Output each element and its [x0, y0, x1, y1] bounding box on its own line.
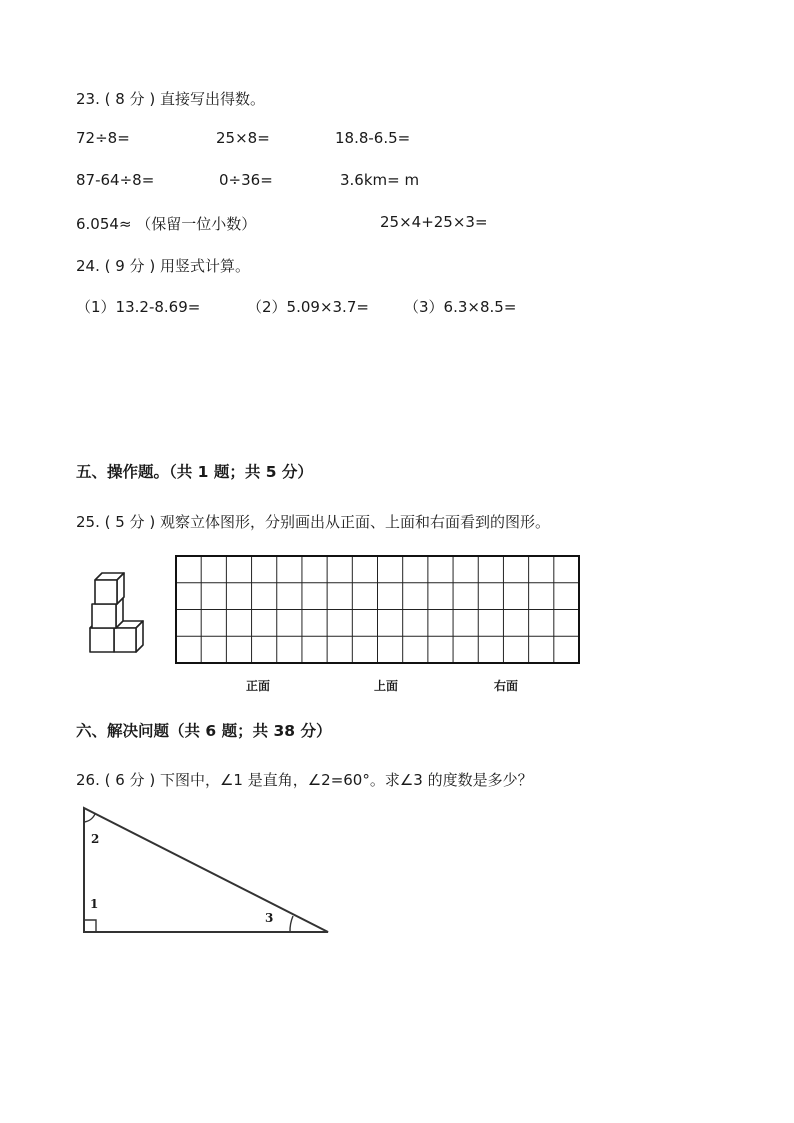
angle-2-label: 2: [91, 832, 100, 846]
drawing-grid: [174, 554, 582, 666]
q23-expr-5: 0÷36=: [219, 171, 273, 189]
q24-title: 24. ( 9 分 ) 用竖式计算。: [76, 257, 250, 275]
label-top-view: 上面: [374, 679, 399, 693]
q23-expr-1: 72÷8=: [76, 129, 130, 147]
q23-expr-6: 3.6km= m: [340, 171, 420, 189]
q23-expr-8: 25×4+25×3=: [380, 213, 488, 231]
angle-1-label: 1: [90, 897, 99, 911]
cube-stack-figure: [84, 572, 156, 658]
section-5-heading: 五、操作题。（共 1 题；共 5 分）: [76, 463, 313, 481]
label-front-view: 正面: [246, 679, 271, 693]
q24-item-2: （2）5.09×3.7=: [247, 298, 369, 316]
triangle-figure: [78, 804, 334, 938]
q24-item-1: （1）13.2-8.69=: [76, 298, 201, 316]
q23-expr-7: 6.054≈ （保留一位小数）: [76, 215, 257, 233]
q23-expr-4: 87-64÷8=: [76, 171, 155, 189]
angle-3-label: 3: [265, 911, 274, 925]
label-right-view: 右面: [494, 679, 519, 693]
q26-title: 26. ( 6 分 ) 下图中，∠1 是直角，∠2=60°。求∠3 的度数是多少？: [76, 771, 533, 789]
q23-expr-3: 18.8-6.5=: [335, 129, 411, 147]
q23-expr-2: 25×8=: [216, 129, 270, 147]
section-6-heading: 六、解决问题（共 6 题；共 38 分）: [76, 722, 332, 740]
q23-title: 23. ( 8 分 ) 直接写出得数。: [76, 90, 265, 108]
q24-item-3: （3）6.3×8.5=: [404, 298, 517, 316]
q25-title: 25. ( 5 分 ) 观察立体图形，分别画出从正面、上面和右面看到的图形。: [76, 513, 550, 531]
